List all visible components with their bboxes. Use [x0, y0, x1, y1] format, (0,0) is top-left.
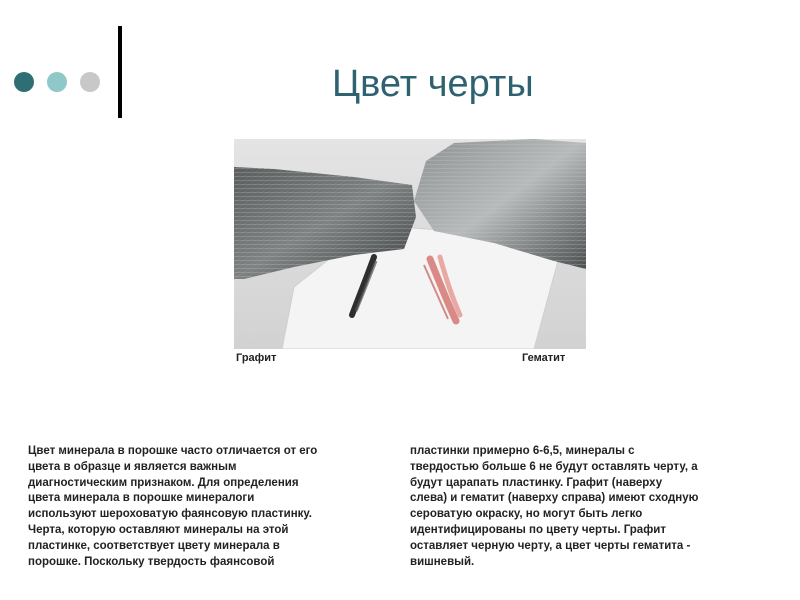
text-line: пластинки примерно 6-6,5, минералы с	[410, 445, 635, 457]
text-line: Цвет минерала в порошке часто отличается от его	[28, 445, 318, 457]
bullet-dot-grey	[80, 72, 100, 92]
text-line: пластинке, соответствует цвету минерала в	[28, 539, 280, 552]
text-line: оставляет черную черту, а цвет черты гематита -	[410, 539, 691, 552]
text-line: порошке. Поскольку твердость фаянсовой	[28, 555, 275, 568]
streak-photo-illustration	[234, 139, 586, 349]
title-divider	[118, 26, 122, 118]
slide-title: Цвет черты	[332, 63, 534, 105]
text-line: Черта, которую оставляют минералы на этой	[28, 523, 289, 536]
body-text-right-column	[410, 444, 770, 570]
text-line: идентифицированы по цвету черты. Графит	[410, 523, 666, 536]
bullet-dot-dark	[14, 72, 34, 92]
text-line: цвета в образце и является важным	[28, 460, 237, 473]
body-text-left-column	[28, 444, 396, 570]
text-line: вишневый.	[410, 555, 475, 568]
text-line: твердостью больше 6 не будут оставлять черту, а	[410, 460, 698, 473]
streak-plate-photo	[234, 139, 586, 349]
caption-graphite: Графит	[236, 352, 277, 364]
text-line: цвета минерала в порошке минералоги	[28, 492, 255, 505]
text-line: используют шероховатую фаянсовую пластинку.	[28, 508, 312, 521]
text-line: сероватую окраску, но могут быть легко	[410, 508, 643, 521]
bullet-dot-light	[47, 72, 67, 92]
caption-hematite: Гематит	[522, 352, 566, 364]
text-line: слева) и гематит (наверху справа) имеют сходную	[410, 492, 699, 505]
text-line: диагностическим признаком. Для определения	[28, 476, 299, 489]
text-line: будут царапать пластинку. Графит (наверху	[410, 476, 663, 489]
